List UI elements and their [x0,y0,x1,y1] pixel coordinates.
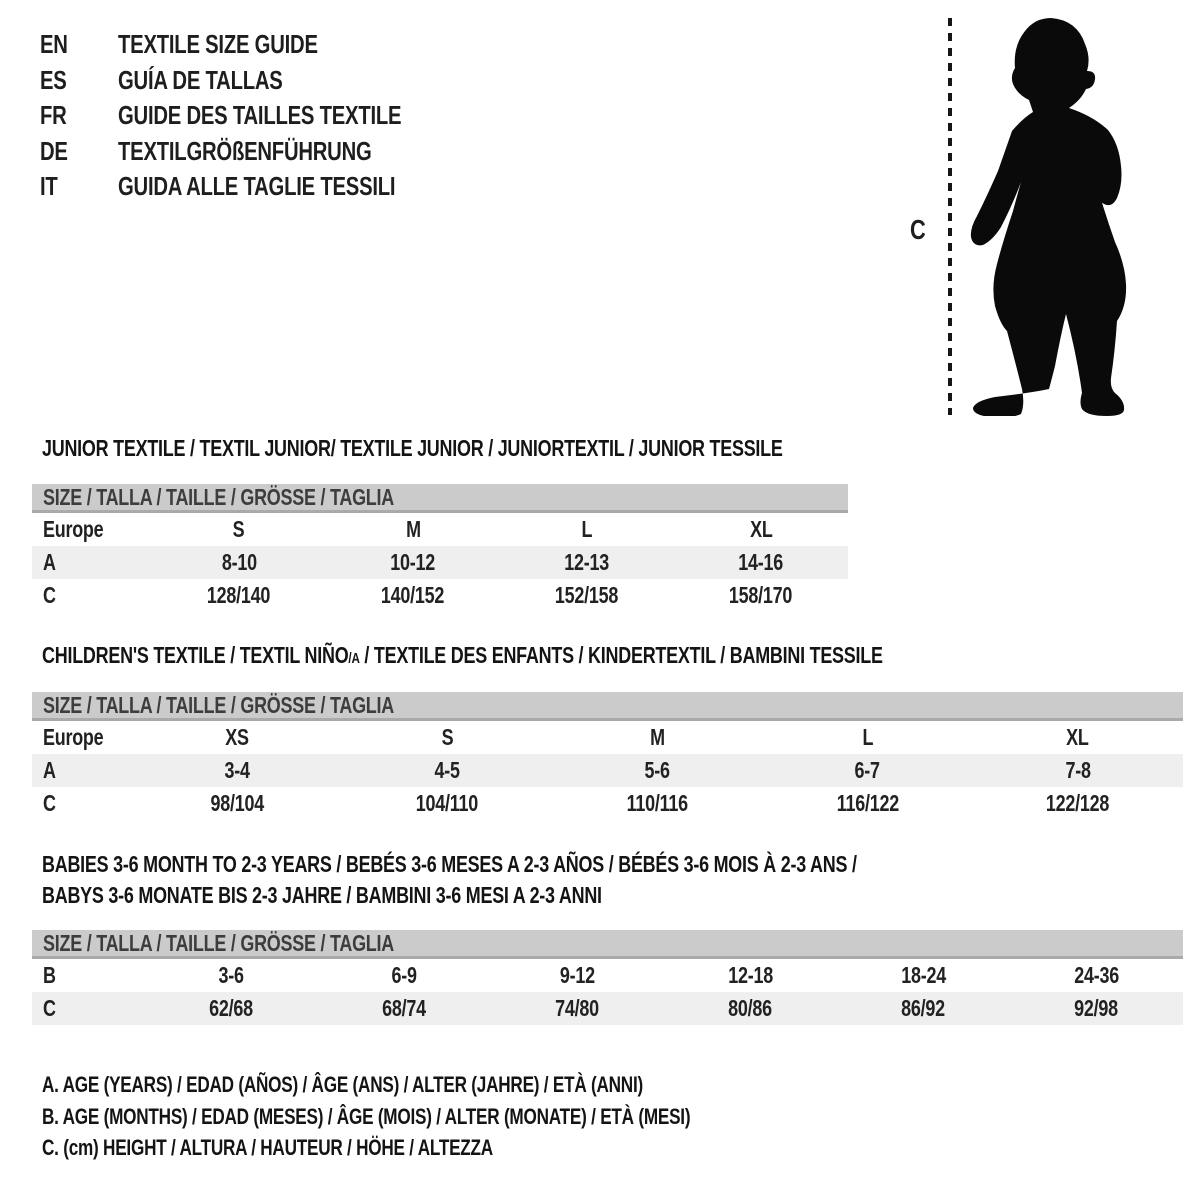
table-cell: 122/128 [1046,790,1110,816]
table-cell: 5-6 [552,754,762,787]
legend-line-b: B. AGE (MONTHS) / EDAD (MESES) / ÂGE (MOIS) / ALTER (MONATE) / ETÀ (MESI) [42,1103,691,1129]
language-row-de [40,134,481,170]
language-title-list [40,27,481,205]
table-cell: 3-4 [132,754,342,787]
language-row-en [40,27,481,63]
table-cell: 14-16 [674,546,848,579]
language-title: TEXTILGRÖßENFÜHRUNG [118,135,372,166]
table-cell: 98/104 [210,790,264,816]
junior-section-title: JUNIOR TEXTILE / TEXTIL JUNIOR/ TEXTILE JUNIOR / JUNIORTEXTIL / JUNIOR TESSILE [42,435,783,461]
size-column-header: XL [1066,724,1090,750]
size-header-bar: SIZE / TALLA / TAILLE / GRÖSSE / TAGLIA [32,930,1183,959]
table-cell: 80/86 [664,992,837,1025]
size-column-header: XS [225,724,249,750]
table-cell: 104/110 [416,790,479,816]
row-label-cell: C [43,790,56,816]
size-header-bar: SIZE / TALLA / TAILLE / GRÖSSE / TAGLIA [32,692,1183,721]
children-section-title: CHILDREN'S TEXTILE / TEXTIL NIÑO/A / TEXTILE DES ENFANTS / KINDERTEXTIL / BAMBINI TESSILE [42,642,883,668]
table-cell: 3-6 [218,962,245,988]
row-label-cell: B [43,962,56,988]
table-cell: 6-9 [391,962,418,988]
junior-size-table [32,484,848,612]
table-cell: 128/140 [207,582,271,608]
language-code: FR [40,100,67,131]
size-header-bar: SIZE / TALLA / TAILLE / GRÖSSE / TAGLIA [32,484,848,513]
size-column-header: L [862,724,874,750]
table-cell: 92/98 [1010,992,1183,1025]
language-row-es [40,63,481,99]
toddler-silhouette-icon [965,16,1135,416]
table-row-height [32,579,848,612]
measurement-legend [42,1069,873,1164]
table-cell: 12-13 [500,546,674,579]
language-code: IT [40,171,58,202]
region-label-cell: Europe [43,516,104,542]
nino-a-subscript: /A [348,650,360,667]
table-row-region [32,513,848,546]
height-measure-label: C [910,214,926,245]
table-cell: 24-36 [1074,962,1119,988]
table-row-age [32,546,848,579]
table-cell: 110/116 [626,790,689,816]
size-column-header: L [581,516,593,542]
babies-section-title: BABIES 3-6 MONTH TO 2-3 YEARS / BEBÉS 3-6 MESES A 2-3 AÑOS / BÉBÉS 3-6 MOIS À 2-3 ANS / BABYS 3-6 MONATE BIS 2-3 JAHRE / BAMBINI 3-6 MESI A 2-3 ANNI [42,851,857,908]
children-size-table [32,692,1183,820]
table-cell: 8-10 [152,546,326,579]
language-title: GUÍA DE TALLAS [118,64,283,95]
language-title: GUIDA ALLE TAGLIE TESSILI [118,171,396,202]
table-cell: 10-12 [326,546,500,579]
table-row-height [32,992,1183,1025]
table-cell: 9-12 [560,962,595,988]
size-column-header: S [441,724,454,750]
row-label-cell: A [32,546,152,579]
babies-size-table [32,930,1183,1025]
size-column-header: S [233,516,245,542]
region-label-cell: Europe [43,724,104,750]
table-cell: 86/92 [837,992,1010,1025]
table-row-region [32,721,1183,754]
table-cell: 158/170 [729,582,793,608]
size-column-header: M [650,724,665,750]
table-cell: 152/158 [555,582,619,608]
table-cell: 6-7 [763,754,973,787]
language-code: ES [40,64,67,95]
table-cell: 18-24 [901,962,946,988]
table-cell: 140/152 [381,582,445,608]
size-column-header: XL [749,516,773,542]
table-cell: 62/68 [145,992,318,1025]
table-cell: 74/80 [491,992,664,1025]
table-cell: 68/74 [318,992,491,1025]
language-code: EN [40,29,68,60]
table-row-height [32,787,1183,820]
size-column-header: M [405,516,421,542]
table-cell: 12-18 [728,962,773,988]
language-title: TEXTILE SIZE GUIDE [118,29,318,60]
row-label-cell: A [32,754,132,787]
height-measure-line [948,18,952,415]
table-cell: 116/122 [836,790,899,816]
table-cell: 7-8 [973,754,1183,787]
language-code: DE [40,135,68,166]
row-label-cell: C [43,582,56,608]
row-label-cell: C [32,992,145,1025]
table-cell: 4-5 [342,754,552,787]
language-title: GUIDE DES TAILLES TEXTILE [118,100,402,131]
table-row-age-months [32,959,1183,992]
table-row-age [32,754,1183,787]
legend-line-c: C. (cm) HEIGHT / ALTURA / HAUTEUR / HÖHE / ALTEZZA [42,1135,493,1160]
legend-line-a: A. AGE (YEARS) / EDAD (AÑOS) / ÂGE (ANS) / ALTER (JAHRE) / ETÀ (ANNI) [42,1072,643,1097]
language-row-fr [40,98,481,134]
language-row-it [40,169,481,205]
